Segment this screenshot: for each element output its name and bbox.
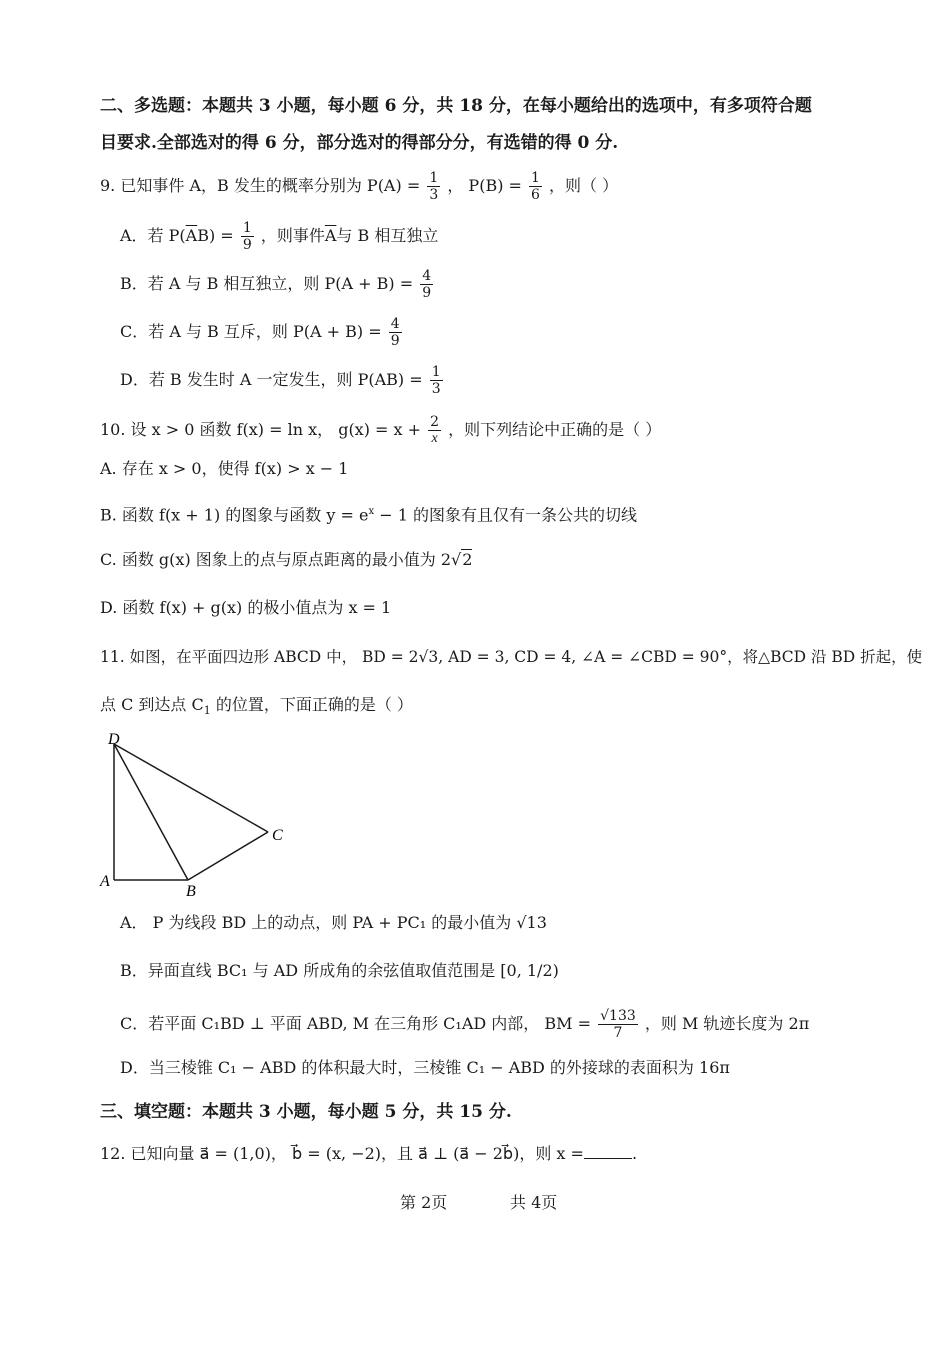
question-12: 12. 已知向量 a⃗ = (1,0)， b⃗ = (x, −2)，且 a⃗ ⊥ (a⃗ − 2b⃗)，则 x = . (100, 1144, 638, 1163)
q11-option-d: D．当三棱锥 C₁ − ABD 的体积最大时，三棱锥 C₁ − ABD 的外接球的表面积为 16π (120, 1058, 730, 1077)
label-a: A (100, 873, 110, 890)
q11-option-a: A． P 为线段 BD 上的动点，则 PA + PC₁ 的最小值为 √13 (120, 913, 547, 932)
q11-option-c: C．若平面 C₁BD ⊥ 平面 ABD, M 在三角形 C₁AD 内部， BM = $\frac{√133}{7}$ ，则 M 轨迹长度为 2π (120, 1008, 810, 1041)
q9-stem-end: ，则（ ） (549, 176, 619, 195)
section-2-heading-line-2: 目要求.全部选对的得 6 分，部分选对的得部分分，有选错的得 0 分. (100, 133, 619, 153)
label-b: B (186, 883, 196, 900)
label-c: C (272, 827, 283, 844)
q10-option-a: A. 存在 x > 0，使得 f(x) > x − 1 (100, 459, 349, 478)
q9-pb-fraction: $\frac{1}{6}$ (531, 170, 540, 203)
question-11-stem-line-1: 11. 如图，在平面四边形 ABCD 中， BD = 2√3, AD = 3, CD = 4, ∠A = ∠CBD = 90°，将△BCD 沿 BD 折起，使 (100, 648, 923, 666)
q10-option-d: D. 函数 f(x) + g(x) 的极小值点为 x = 1 (100, 598, 392, 617)
q9-option-c: C．若 A 与 B 互斥，则 P(A + B) = $\frac{4}{9}$ (120, 316, 400, 349)
q10-option-b: B. 函数 f(x + 1) 的图象与函数 $y = e^x - 1$ 的图象有且仅有一条公共的切线 (100, 505, 637, 525)
section-3-heading: 三、填空题：本题共 3 小题，每小题 5 分，共 15 分. (100, 1102, 512, 1122)
q9-option-d: D．若 B 发生时 A 一定发生，则 P(AB) = $\frac{1}{3}$ (120, 364, 441, 397)
page-number: 第 2页 (400, 1193, 448, 1212)
section-2-heading-line-1: 二、多选题：本题共 3 小题，每小题 6 分，共 18 分，在每小题给出的选项中，有多项符合题 (100, 96, 812, 116)
question-9-stem (100, 170, 618, 203)
q11-option-b: B．异面直线 BC₁ 与 AD 所成角的余弦值取值范围是 [0, 1/2) (120, 961, 559, 980)
quadrilateral-figure (96, 728, 306, 900)
label-d: D (108, 731, 120, 748)
q10-option-c: C. 函数 g(x) 图象上的点与原点距离的最小值为 2√2 (100, 550, 473, 569)
answer-blank[interactable] (584, 1142, 632, 1159)
q9-stem-mid: ， P(B) = (447, 176, 522, 195)
q9-option-b: B．若 A 与 B 相互独立，则 P(A + B) = $\frac{4}{9}$ (120, 268, 432, 301)
q9-stem-text: 9. 已知事件 A，B 发生的概率分别为 P(A) = (100, 176, 421, 195)
question-10-stem: 10. 设 x > 0 函数 f(x) = ln x， g(x) = x + $\frac{2}{x}$ ，则下列结论中正确的是（ ） (100, 414, 662, 446)
edge-bc (188, 832, 268, 880)
q9-option-a: A．若 $P(\overline{A}B)$ = $\frac{1}{9}$ ，则事件$\overline{A}$与 B 相互独立 (120, 220, 439, 253)
q9-pa-fraction: $\frac{1}{3}$ (429, 170, 439, 203)
page-total: 共 4页 (510, 1193, 558, 1212)
question-11-stem-line-2: 点 C 到达点 $C_1$ 的位置，下面正确的是（ ） (100, 695, 413, 718)
